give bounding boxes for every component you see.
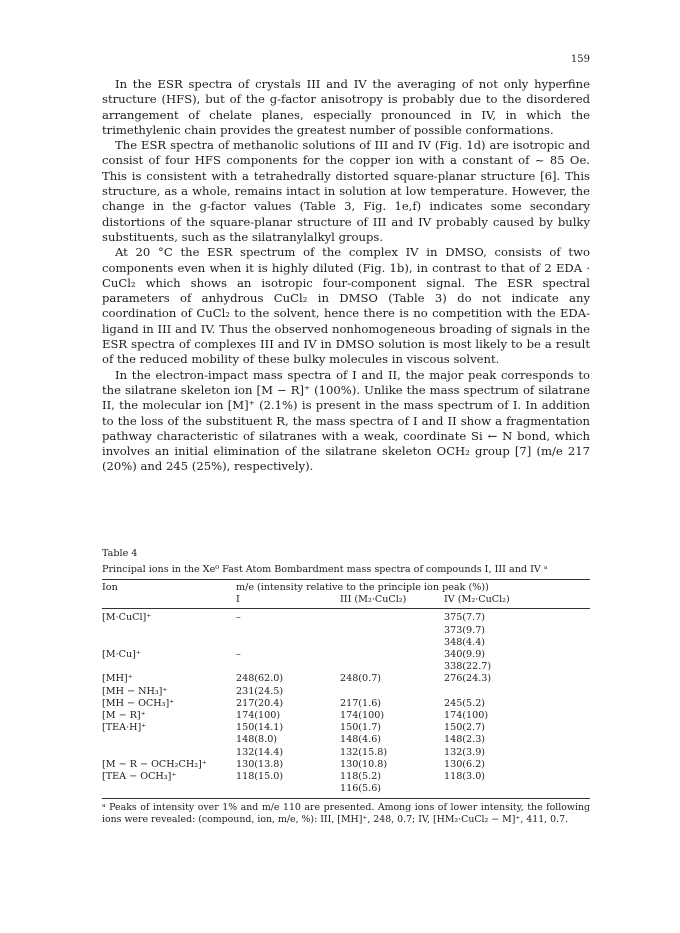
cell-compound-iv: 148(2.3) [444, 734, 486, 746]
table-body [102, 609, 590, 799]
body-text [102, 77, 590, 475]
cell-ion [102, 625, 236, 637]
cell-ion: [M·Cu]⁺ [102, 649, 141, 661]
cell-compound-i: 132(14.4) [236, 746, 284, 758]
cell-compound-i: 217(20.4) [236, 697, 284, 709]
cell-ion [102, 661, 236, 673]
cell-compound-iii: 118(5.2) [340, 771, 382, 783]
cell-compound-iv: 348(4.4) [444, 636, 486, 648]
cell-compound-i: 148(8.0) [236, 734, 278, 746]
cell-ion [102, 783, 236, 799]
cell-compound-i: – [236, 649, 241, 661]
cell-compound-iv: 174(100) [444, 710, 489, 722]
page-number: 159 [570, 54, 590, 65]
table-row [102, 686, 590, 698]
table-row [102, 609, 590, 625]
cell-compound-i: 118(15.0) [236, 771, 284, 783]
cell-compound-iv: 375(7.7) [444, 612, 486, 624]
cell-ion [102, 747, 236, 759]
cell-compound-iii [340, 625, 444, 637]
table-row [102, 698, 590, 710]
cell-ion: [TEA·H]⁺ [102, 722, 147, 734]
header-blank [102, 594, 236, 609]
cell-compound-iii: 217(1.6) [340, 697, 382, 709]
cell-ion: [MH − NH₃]⁺ [102, 685, 168, 697]
cell-ion: [MH]⁺ [102, 673, 133, 685]
cell-compound-i: – [236, 612, 241, 624]
table-row [102, 783, 590, 799]
cell-compound-iii [340, 686, 444, 698]
table-row [102, 637, 590, 649]
table-row [102, 734, 590, 746]
cell-compound-iii: 248(0.7) [340, 673, 382, 685]
header-compound-i: I [236, 594, 340, 609]
table-row [102, 673, 590, 685]
paragraph-1: In the ESR spectra of crystals III and IV the averaging of not only hyperfine structure (HFS), but of the g-factor anisotropy is probably due to the disordered arrangement of chelate planes, especially pronounced in IV, in which the trimethylenic chain provides the greatest number of possible conformations. [102, 77, 590, 137]
paragraph-4: In the electron-impact mass spectra of I and II, the major peak corresponds to the silatrane skeleton ion [M − R]⁺ (100%). Unlike the mass spectrum of silatrane II, the molecular ion [M]⁺ (2.1%) is present in the mass spectrum of I. In addition to the loss of the substituent R, the mass spectra of I and II show a fragmentation pathway characteristic of silatranes with a weak, coordinate Si ← N bond, which involves an initial elimination of the silatrane skeleton OCH₂ group [7] (m/e 217 (20%) and 245 (25%), respectively). [102, 367, 590, 474]
table-row [102, 759, 590, 771]
cell-compound-i [236, 661, 340, 673]
cell-compound-iii [340, 649, 444, 661]
cell-compound-iv: 338(22.7) [444, 661, 492, 673]
cell-compound-i: 130(13.8) [236, 758, 284, 770]
cell-compound-iv: 150(2.7) [444, 722, 486, 734]
paragraph-2: The ESR spectra of methanolic solutions of III and IV (Fig. 1d) are isotropic and consist of four HFS components for the copper ion with a constant of ~ 85 Oe. This is consistent with a tetrahedrally distorted square-planar structure [6]. This structure, as a whole, remains intact in solution at low temperature. However, the change in the g-factor values (Table 3, Fig. 1e,f) indicates some secondary distortions of the square-planar structure of III and IV probably caused by bulky substituents, such as the silatranylalkyl groups. [102, 138, 590, 244]
cell-ion: [M·CuCl]⁺ [102, 612, 152, 624]
table-row [102, 771, 590, 783]
cell-ion: [MH − OCH₃]⁺ [102, 697, 175, 709]
table-row [102, 625, 590, 637]
table-container [102, 579, 590, 826]
cell-ion: [M − R]⁺ [102, 710, 146, 722]
cell-compound-iii: 150(1.7) [340, 722, 382, 734]
table-footnote: ᵃ Peaks of intensity over 1% and m/e 110 are presented. Among ions of lower intensity, the following ions were revealed: (compound, ion, m/e, %): III, [MH]⁺, 248, 0.7; IV, [HM₂·CuCl₂ − M]⁺, 411, 0.7. [102, 802, 590, 826]
cell-ion: [M − R − OCH₂CH₂]⁺ [102, 758, 207, 770]
cell-compound-iv [444, 686, 590, 698]
cell-compound-iv: 373(9.7) [444, 624, 486, 636]
cell-ion [102, 734, 236, 746]
cell-compound-iv: 340(9.9) [444, 649, 486, 661]
cell-compound-iii: 174(100) [340, 710, 385, 722]
cell-compound-i: 231(24.5) [236, 685, 284, 697]
cell-compound-i: 174(100) [236, 710, 281, 722]
mass-spectra-table [102, 579, 590, 799]
cell-compound-iii [340, 661, 444, 673]
header-me-group: m/e (intensity relative to the principle ion peak (%)) [236, 580, 590, 595]
cell-ion: [TEA − OCH₃]⁺ [102, 771, 177, 783]
cell-compound-iv: 130(6.2) [444, 758, 486, 770]
header-ion: Ion [102, 580, 236, 595]
table-row [102, 649, 590, 661]
table-label: Table 4 [102, 548, 138, 559]
cell-compound-iii [340, 637, 444, 649]
cell-compound-iii: 116(5.6) [340, 783, 444, 799]
cell-compound-iv: 245(5.2) [444, 697, 486, 709]
table-row [102, 722, 590, 734]
cell-compound-i [236, 625, 340, 637]
cell-compound-iii: 130(10.8) [340, 758, 388, 770]
cell-compound-iii: 132(15.8) [340, 746, 388, 758]
cell-compound-iv [444, 783, 590, 799]
table-row [102, 710, 590, 722]
cell-compound-i [236, 783, 340, 799]
cell-compound-iv: 118(3.0) [444, 771, 486, 783]
header-compound-iii: III (M₂·CuCl₂) [340, 594, 444, 609]
cell-ion [102, 637, 236, 649]
table-row [102, 747, 590, 759]
cell-compound-i: 150(14.1) [236, 722, 284, 734]
paragraph-3: At 20 °C the ESR spectrum of the complex IV in DMSO, consists of two components even when it is highly diluted (Fig. 1b), in contrast to that of 2 EDA · CuCl₂ which shows an isotropic four-component signal. The ESR spectral parameters of anhydrous CuCl₂ in DMSO (Table 3) do not indicate any coordination of CuCl₂ to the solvent, hence there is no competition with the EDA-ligand in III and IV. Thus the observed nonhomogeneous broading of signals in the ESR spectra of complexes III and IV in DMSO solution is most likely to be a result of the reduced mobility of these bulky molecules in viscous solvent. [102, 245, 590, 367]
cell-compound-i [236, 637, 340, 649]
cell-compound-i: 248(62.0) [236, 673, 284, 685]
cell-compound-iv: 132(3.9) [444, 746, 486, 758]
table-caption: Principal ions in the Xe⁰ Fast Atom Bombardment mass spectra of compounds I, III and IV ᵃ [102, 564, 548, 575]
cell-compound-iii [340, 609, 444, 625]
cell-compound-iv: 276(24.3) [444, 673, 492, 685]
table-row [102, 661, 590, 673]
cell-compound-iii: 148(4.6) [340, 734, 382, 746]
header-compound-iv: IV (M₂·CuCl₂) [444, 594, 590, 609]
